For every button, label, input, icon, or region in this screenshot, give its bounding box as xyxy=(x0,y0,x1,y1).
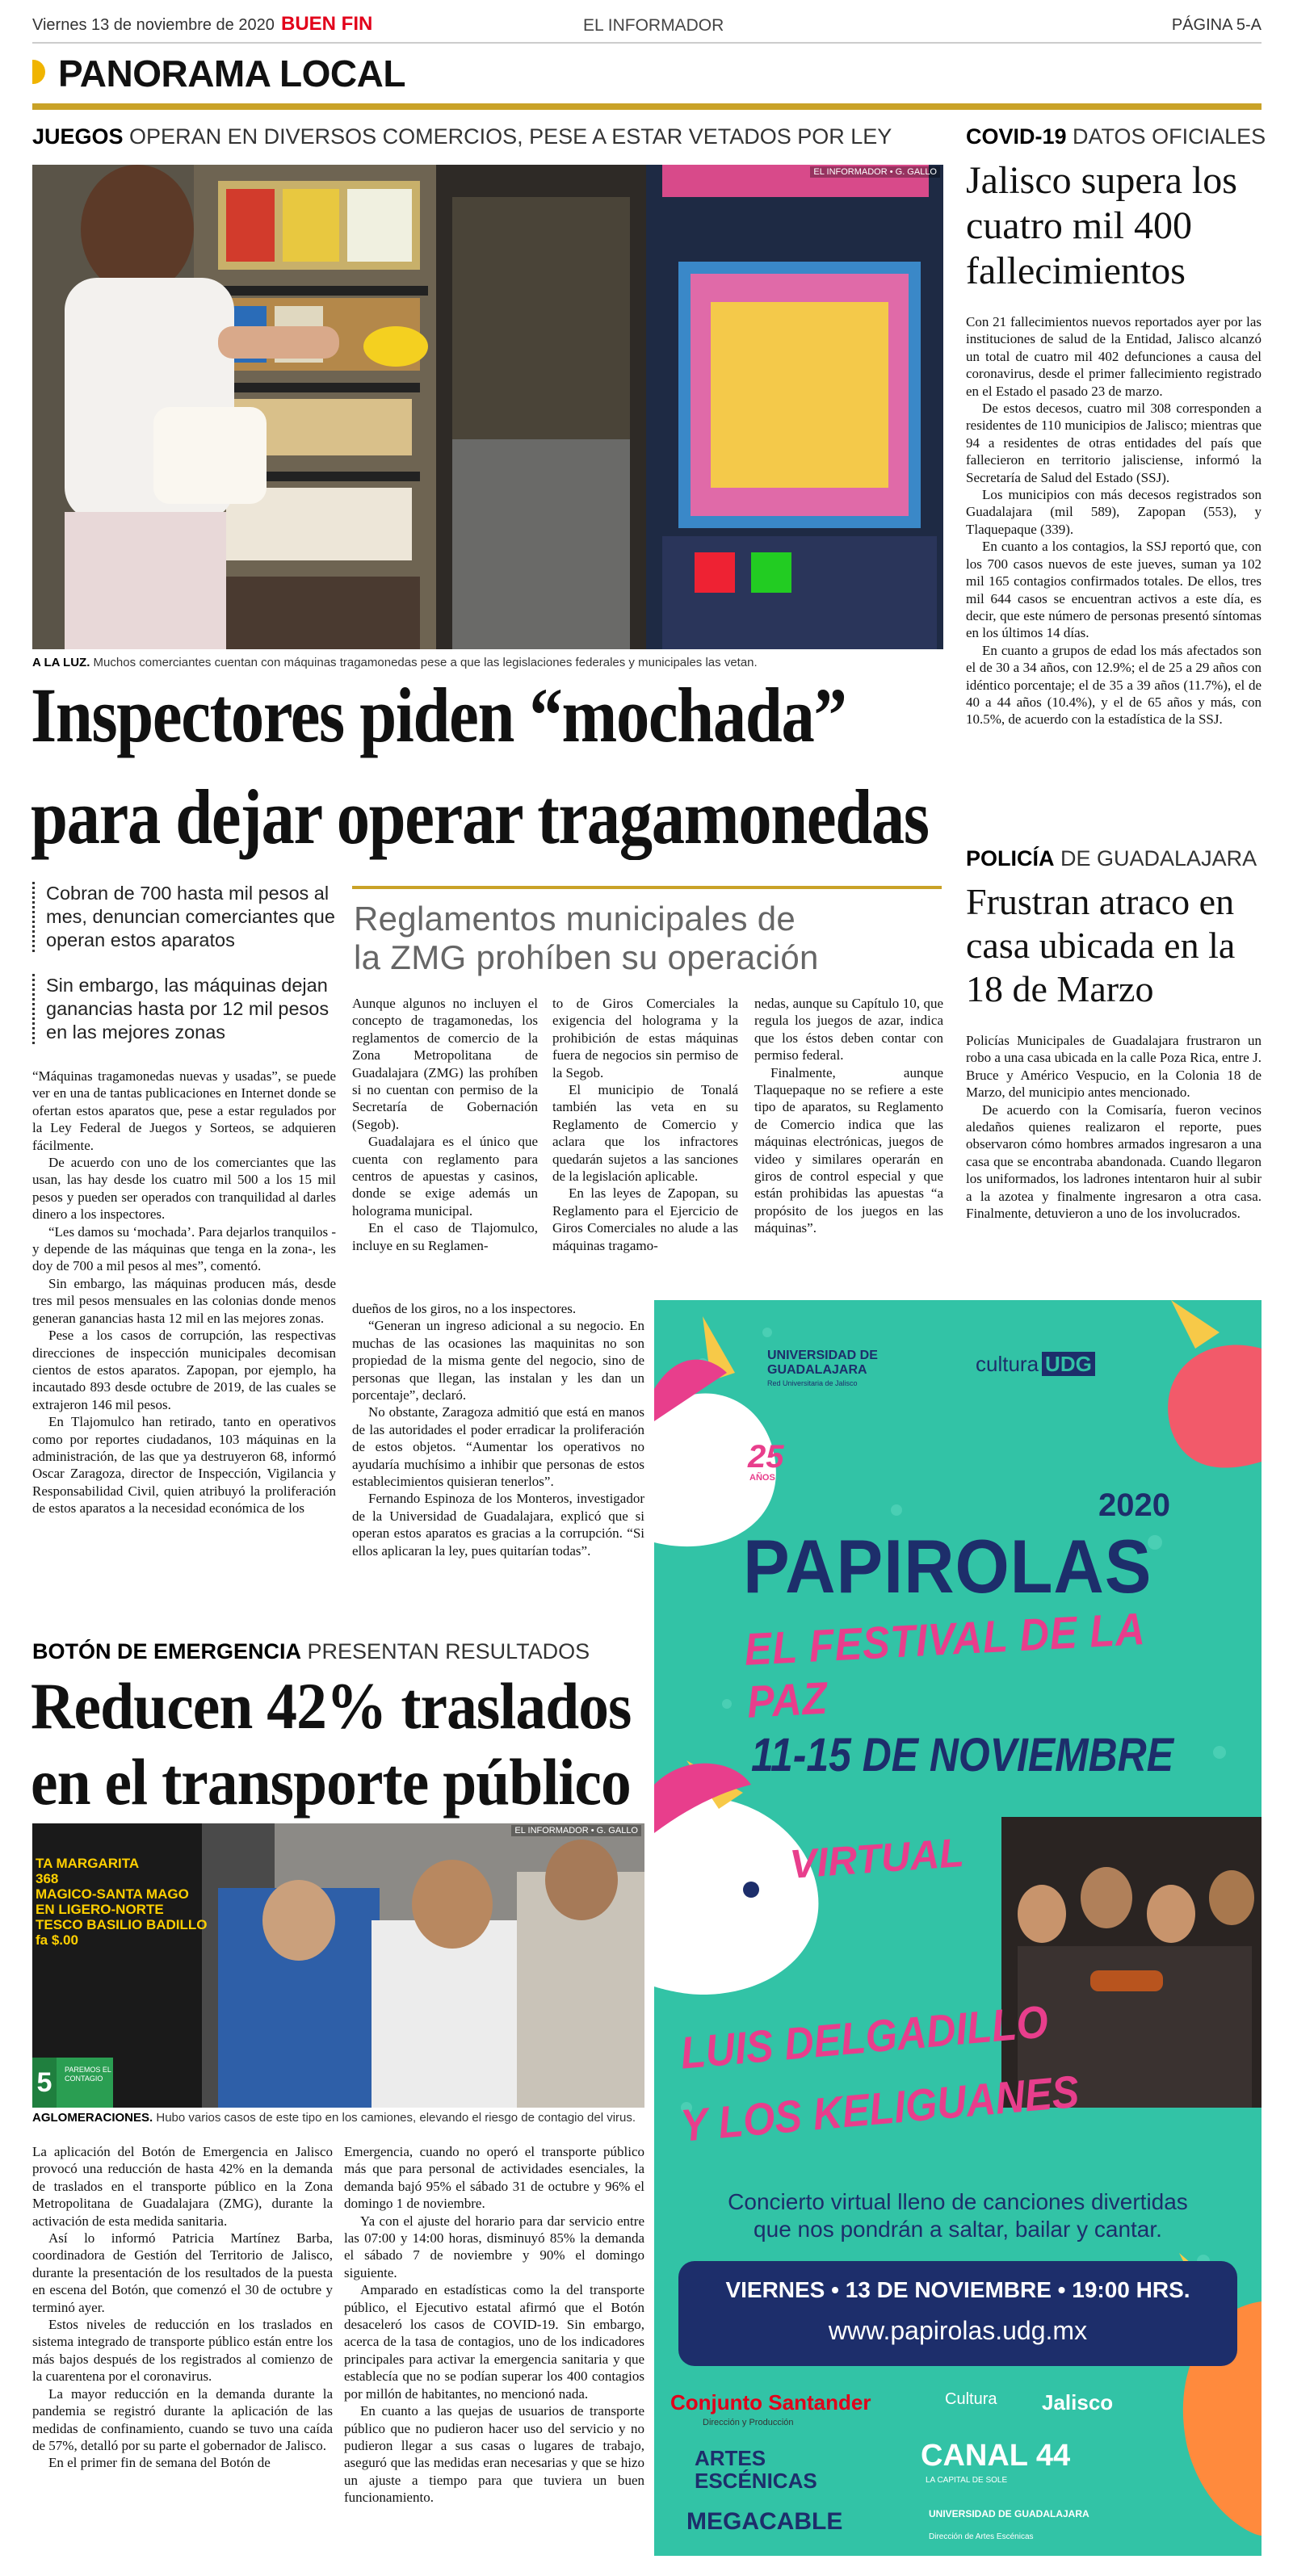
paragraph: En cuanto a los contagios, la SSJ reportó que, con los 700 casos nuevos de este jueves, suman ya 102 mil 165 contagios confirmados totales. De ellos, tres mil 644 casos se encuentran activos a este día, es decir, que este número de personas presentó síntomas en los últimos 14 días. xyxy=(966,539,1262,641)
boton-headline-line-2: en el transporte público xyxy=(31,1745,631,1819)
paragraph: dueños de los giros, no a los inspectores. xyxy=(352,1301,577,1316)
boton-photo xyxy=(32,1823,644,2108)
paragraph: Estos niveles de reducción en los traslados en sistema integrado de transporte público están entre los más bajos después de los registrados al comienzo de la cuarentena por el coronavirus. xyxy=(32,2317,333,2385)
bus-route-sign: TA MARGARITA 368 MAGICO-SANTA MAGO EN LIGERO-NORTE TESCO BASILIO BADILLO fa $.00 xyxy=(36,1856,208,1948)
paragraph: to de Giros Comerciales la exigencia del holograma y la prohibición de estas máquinas fuera de negocios sin permiso de la Segob. xyxy=(552,996,738,1080)
boton-caption-text: Hubo varios casos de este tipo en los camiones, elevando el riesgo de contagio del virus. xyxy=(153,2111,636,2125)
paragraph: Pese a los casos de corrupción, las respectivas direcciones de inspección municipales decomisan cientos de estos aparatos. Zapopan, por ejemplo, ha incautado 893 desde octubre de 2019, de las cuales se extrajeron 146 mil pesos. xyxy=(32,1328,336,1412)
ad-sponsor-jalisco: Jalisco xyxy=(1042,2390,1114,2414)
boton-photo-credit: EL INFORMADOR • G. GALLO xyxy=(511,1825,641,1836)
paragraph: En las leyes de Zapopan, su Reglamento para el Ejercicio de Giros Comerciales no alude a las máquinas tragamo- xyxy=(552,1185,738,1253)
paragraph: Emergencia, cuando no operó el transporte público más que para personal de actividades esenciales, la demanda bajó 95% el sábado 31 de octubre y 96% el domingo 1 de noviembre. xyxy=(344,2144,644,2212)
ad-dates: 11-15 DE NOVIEMBRE xyxy=(751,1729,1173,1781)
policia-headline: Frustran atraco en casa ubicada en la 18 de Marzo xyxy=(966,881,1236,1009)
main-kicker-label: JUEGOS xyxy=(32,124,124,149)
main-caption-text: Muchos comerciantes cuentan con máquinas tragamonedas pese a que las legislaciones federales y municipales las vetan. xyxy=(90,656,758,669)
paragraph: Amparado en estadísticas como la del transporte público, el Ejecutivo estatal afirmó que el Botón desaceleró los casos de COVID-19. Sin embargo, acerca de la tasa de contagios, uno de los indicadores principales para activar la emergencia sanitaria y que establecía que no se podían superar los 400 contagios por millón de habitantes, no mencionó nada. xyxy=(344,2282,644,2402)
paragraph: nedas, aunque su Capítulo 10, que regula los juegos de azar, indica que los éstos deben contar con permiso federal. xyxy=(754,996,943,1064)
paragraph: La aplicación del Botón de Emergencia en Jalisco provocó una reducción de hasta 42% en la demanda de traslados en el transporte público en la Zona Metropolitana de Guadalajara (ZMG), durante la activación de esta medida sanitaria. xyxy=(32,2144,333,2229)
paragraph: En el caso de Tlajomulco, incluye en su Reglamen- xyxy=(352,1220,538,1253)
main-photo-caption xyxy=(32,656,758,669)
boton-kicker-text: PRESENTAN RESULTADOS xyxy=(301,1639,590,1663)
bus-sticker-text: PAREMOS EL CONTAGIO xyxy=(65,2066,111,2083)
covid-kicker xyxy=(966,124,1266,149)
paragraph: Los municipios con más decesos registrados son Guadalajara (mil 589), Zapopan (553), y Tlaquepaque (339). xyxy=(966,487,1262,537)
main-body-col-1 xyxy=(32,1068,336,1592)
ad-year: 2020 xyxy=(1098,1487,1170,1523)
paragraph: “Les damos su ‘mochada’. Para dejarlos tranquilos -y depende de las máquinas que tenga en la zona-, les doy de 700 a mil pesos al mes”, comentó. xyxy=(32,1223,336,1274)
paragraph: Finalmente, aunque Tlaquepaque no se refiere a este tipo de aparatos, su Reglamento de Comercio indica que las máquinas electrónicas, juegos de video y similares operarán en giros de control especial y que están prohibidas las apuestas “a propósito de los juegos en las máquinas”. xyxy=(754,1064,943,1236)
section-rule xyxy=(32,103,1262,110)
pull-quote-line-1: Reglamentos municipales de xyxy=(354,900,796,938)
main-headline-line-2: para dejar operar tragamonedas xyxy=(31,774,929,860)
ad-description xyxy=(654,2188,1262,2243)
ad-sponsor-megacable: MEGACABLE xyxy=(686,2508,843,2535)
ad-artist-line-1: LUIS DELGADILLO xyxy=(678,1995,1051,2079)
ad-description-line-2: que nos pondrán a saltar, bailar y cantar. xyxy=(754,2217,1162,2242)
pull-quote-rule xyxy=(352,886,942,889)
main-deck-2: Sin embargo, las máquinas dejan ganancias hasta por 12 mil pesos en las mejores zonas xyxy=(32,974,339,1044)
paragraph: Fernando Espinoza de los Monteros, investigador de la Universidad de Guadalajara, explicó que si operan estos aparatos es gracias a la corrupción. “Si ellos aplicaran la ley, pues quitarían todas”. xyxy=(352,1491,644,1559)
boton-kicker xyxy=(32,1639,590,1664)
ad-sponsor-cultura: Cultura xyxy=(945,2390,997,2408)
boton-photo-caption xyxy=(32,2111,636,2125)
covid-headline: Jalisco supera los cuatro mil 400 fallecimientos xyxy=(966,159,1237,292)
ad-sponsor-santander-sub: Dirección y Producción xyxy=(703,2418,794,2427)
paragraph: En Tlajomulco han retirado, tanto en operativos como por reportes ciudadanos, 103 máquinas en la administración, de las que ya destruyeron 68, informó Oscar Zaragoza, director de Inspección, Vigilancia y Responsabilidad Civil, quien atribuyó la proliferación de estos aparatos a la necesidad económica de los xyxy=(32,1414,336,1517)
pull-quote xyxy=(354,900,943,977)
papirolas-ad xyxy=(654,1300,1262,2556)
paragraph: La mayor reducción en la demanda durante la pandemia se registró durante la aplicación de las medidas de confinamiento, cuando se tuvo una caída de 57%, detalló por su parte el gobernador de Jalisco. xyxy=(32,2385,333,2453)
paragraph: El municipio de Tonalá también las veta en su Reglamento de Comercio y aclara que los infractores quedarán sujetos a las sanciones de la legislación aplicable. xyxy=(552,1082,738,1185)
ad-sponsor-canal-sub: LA CAPITAL DE SOLE xyxy=(926,2476,1008,2485)
ad-anniversary: 25 xyxy=(748,1439,784,1475)
main-photo xyxy=(32,165,943,649)
ad-cultura-udg: UDG xyxy=(1042,1352,1095,1376)
paragraph: En el primer fin de semana del Botón de xyxy=(48,2455,271,2471)
main-photo-credit: EL INFORMADOR • G. GALLO xyxy=(810,166,940,178)
ad-festival-title: EL FESTIVAL DE LA PAZ xyxy=(743,1603,1145,1727)
page-number: PÁGINA 5-A xyxy=(1171,16,1262,34)
main-body-col-2 xyxy=(352,995,538,1302)
boton-kicker-label: BOTÓN DE EMERGENCIA xyxy=(32,1639,302,1663)
main-kicker-text: OPERAN EN DIVERSOS COMERCIOS, PESE A ESTAR VETADOS POR LEY xyxy=(123,124,892,149)
boton-headline-line-1: Reducen 42% traslados xyxy=(31,1669,632,1743)
paragraph: En cuanto a las quejas de usuarios de transporte público que no pudieron hacer uso del servicio y no pudieron llegar a sus casas o lugares de trabajo, aseguró que las medidas eran necesarias y que se hizo un ajuste a tiempo para que tuviera un buen funcionamiento. xyxy=(344,2403,644,2506)
covid-kicker-label: COVID-19 xyxy=(966,124,1067,149)
paragraph: “Generan un ingreso adicional a su negocio. En muchas de las ocasiones las maquinitas no son propiedad de la misma gente del negocio, sino de personas que llegan, las instalan y les dan un porcentaje”, declaró. xyxy=(352,1318,644,1403)
buen-fin-logo: BUEN FIN xyxy=(281,13,373,35)
paragraph: Así lo informó Patricia Martínez Barba, coordinadora de Gestión del Territorio de Jalisco, durante la presentación de los resultados de la puesta en escena del Botón, que comenzó el 30 de octubre y terminó ayer. xyxy=(32,2230,333,2315)
section-marker-icon xyxy=(32,60,45,84)
main-body-col-4 xyxy=(754,995,943,1302)
ad-virtual: VIRTUAL xyxy=(788,1829,966,1887)
ad-brand: PAPIROLAS xyxy=(743,1524,1152,1609)
masthead-rule xyxy=(32,42,1262,44)
ad-background-art xyxy=(654,1300,1262,2556)
paragraph: Ya con el ajuste del horario para dar servicio entre las 07:00 y 14:00 horas, disminuyó 85% la demanda el sábado 7 de noviembre y 90% el domingo siguiente. xyxy=(344,2213,644,2280)
ad-cultura-text: cultura xyxy=(976,1352,1039,1376)
ad-description-line-1: Concierto virtual lleno de canciones divertidas xyxy=(728,2189,1188,2214)
boton-caption-label: AGLOMERACIONES. xyxy=(32,2111,153,2125)
ad-sponsor-canal: CANAL 44 xyxy=(921,2439,1071,2473)
main-kicker xyxy=(32,124,892,149)
paragraph: “Máquinas tragamonedas nuevas y usadas”, se puede ver en una de tantas publicaciones en Internet donde se ofertan estos aparatos que, pese a estar regulados por la Ley Federal de Juegos y Sorteos, se adquieren fácilmente. xyxy=(32,1068,336,1153)
covid-kicker-text: DATOS OFICIALES xyxy=(1066,124,1266,149)
main-headline-line-1: Inspectores piden “mochada” xyxy=(31,672,846,758)
paragraph: No obstante, Zaragoza admitió que está en manos de las autoridades el poder erradicar la proliferación de estos objetos. “Aumentar los operativos no ayudaría muchísimo a inhibir que personas de estos establecimientos quisieran tenerlos”. xyxy=(352,1404,644,1490)
ad-sponsor-udg: UNIVERSIDAD DE GUADALAJARA xyxy=(929,2508,1089,2519)
ad-sponsor-udg-sub: Dirección de Artes Escénicas xyxy=(929,2532,1034,2541)
policia-kicker xyxy=(966,846,1257,871)
paragraph: Guadalajara es el único que cuenta con reglamento para centros de apuestas y casinos, donde se exige además un holograma municipal. xyxy=(352,1134,538,1219)
issue-date: Viernes 13 de noviembre de 2020 xyxy=(32,16,275,34)
policia-body xyxy=(966,1032,1262,1290)
newspaper-name: EL INFORMADOR xyxy=(583,16,724,35)
paragraph: Sin embargo, las máquinas producen más, desde tres mil pesos mensuales en las colonias donde menos generan ganancias hasta 12 mil en las mejores zonas. xyxy=(32,1275,336,1326)
paragraph: En cuanto a grupos de edad los más afectados son el de 30 a 34 años, con 12.9%; el de 25 a 29 años con idéntico porcentaje; el de 35 a 39 años (11.7%), el de 40 a 44 años (10.4%), y el de 65 años y más, con 10.5%, de acuerdo con la estadística de la SSJ. xyxy=(966,642,1262,728)
masthead xyxy=(32,13,1262,42)
covid-body xyxy=(966,313,1262,830)
ad-udg-logo: UNIVERSIDAD DE GUADALAJARA xyxy=(767,1349,878,1377)
main-body-col-3 xyxy=(552,995,738,1302)
ad-cultura-logo xyxy=(976,1352,1095,1377)
paragraph: Con 21 fallecimientos nuevos reportados ayer por las instituciones de salud de la Entidad, Jalisco alcanzó un total de cuatro mil 402 defunciones a causa del coronavirus, desde el primer fallecimiento registrado en el Estado el pasado 23 de marzo. xyxy=(966,314,1262,399)
paragraph: De acuerdo con uno de los comerciantes que las usan, las hay desde los cuatro mil 500 a los 15 mil pesos y pueden ser operados con tranquilidad al darles dinero a los inspectores. xyxy=(32,1155,336,1223)
paragraph: Policías Municipales de Guadalajara frustraron un robo a una casa ubicada en la calle Poza Rica, entre J. Bruce y Américo Vespucio, en la Colonia 18 de Marzo, del municipio antes mencionado. xyxy=(966,1033,1262,1101)
section-title: PANORAMA LOCAL xyxy=(58,52,405,94)
ad-sponsor-santander: Conjunto Santander xyxy=(670,2390,871,2414)
policia-kicker-label: POLICÍA xyxy=(966,846,1055,871)
main-caption-label: A LA LUZ. xyxy=(32,656,90,669)
paragraph: Aunque algunos no incluyen el concepto de tragamonedas, los reglamentos de comercio de la Zona Metropolitana de Guadalajara (ZMG) las prohíben si no cuentan con permiso de la Secretaría de Gobernación (Segob). xyxy=(352,996,538,1132)
paragraph: De acuerdo con la Comisaría, fueron vecinos aledaños quienes realizaron el reporte, pues observaron cómo hombres armados ingresaron a una casa que se encontraba abandonada. Cuando llegaron los uniformados, los ladrones intentaron huir al subir a la azotea y finalmente ingresaron a otra casa. Finalmente, detuvieron a uno de los involucrados. xyxy=(966,1101,1262,1222)
boton-body-col-2 xyxy=(344,2143,644,2555)
main-body-col-5 xyxy=(352,1300,644,1607)
ad-event-datetime: VIERNES • 13 DE NOVIEMBRE • 19:00 HRS. xyxy=(725,2277,1190,2302)
main-deck-1: Cobran de 700 hasta mil pesos al mes, denuncian comerciantes que operan estos aparatos xyxy=(32,882,339,952)
paragraph: De estos decesos, cuatro mil 308 corresponden a residentes de 110 municipios de Jalisco; mientras que 94 a residentes de otras entidades del país que fallecieron en territorio jalisciense, informó la Secretaría de Salud del Estado (SSJ). xyxy=(966,401,1262,485)
bus-number: 5 xyxy=(32,2058,57,2108)
ad-udg-sub: Red Universitaria de Jalisco xyxy=(767,1379,858,1387)
policia-kicker-text: DE GUADALAJARA xyxy=(1054,846,1257,871)
ad-anniversary-sub: AÑOS xyxy=(749,1473,775,1483)
boton-body-col-1 xyxy=(32,2143,333,2555)
ad-artist-line-2: Y LOS KELIGUANES xyxy=(678,2065,1081,2151)
ad-url[interactable]: www.papirolas.udg.mx xyxy=(828,2316,1088,2345)
ad-sponsor-artes: ARTES ESCÉNICAS xyxy=(695,2446,817,2493)
store-photo-illustration xyxy=(32,165,943,649)
pull-quote-line-2: la ZMG prohíben su operación xyxy=(354,938,819,976)
